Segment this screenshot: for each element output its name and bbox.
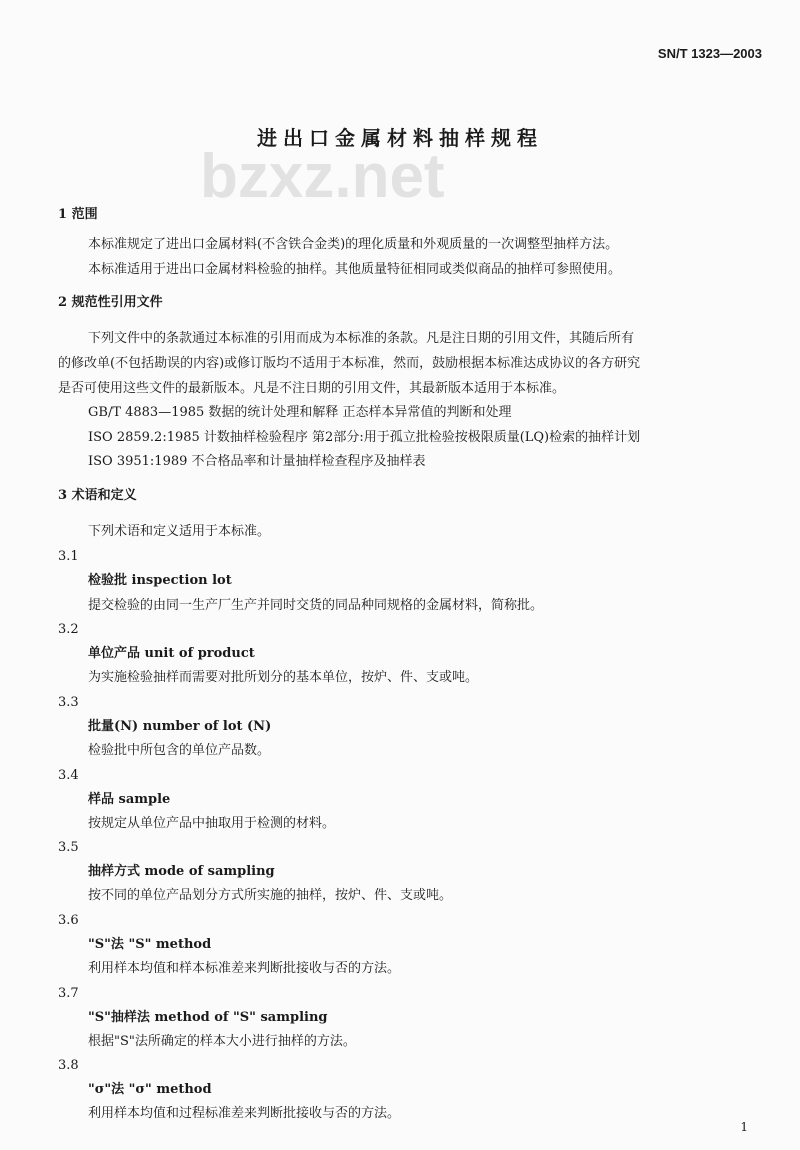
paragraph: 是否可使用这些文件的最新版本。凡是不注日期的引用文件，其最新版本适用于本标准。 [58,381,566,396]
standard-code: SN/T 1323—2003 [657,46,762,61]
term-number: 3.7 [58,986,79,1001]
term-definition: 按不同的单位产品划分方式所实施的抽样，按炉、件、支或吨。 [88,888,453,903]
section-heading: 1 范围 [58,207,98,222]
paragraph: 下列术语和定义适用于本标准。 [88,524,271,539]
page-number: 1 [740,1120,748,1134]
term: "σ"法 "σ" method [88,1082,212,1097]
term-number: 3.1 [58,549,79,564]
reference: GB/T 4883—1985 数据的统计处理和解释 正态样本异常值的判断和处理 [88,405,512,420]
paragraph: 本标准规定了进出口金属材料(不含铁合金类)的理化质量和外观质量的一次调整型抽样方法。 [88,237,619,252]
paragraph: 本标准适用于进出口金属材料检验的抽样。其他质量特征相同或类似商品的抽样可参照使用。 [88,262,622,277]
term: 检验批 inspection lot [88,573,232,588]
term: 抽样方式 mode of sampling [88,864,275,879]
term-number: 3.2 [58,622,79,637]
term-number: 3.8 [58,1058,79,1073]
term: 批量(N) number of lot (N) [88,719,272,734]
term: 样品 sample [88,792,171,807]
document-title: 进出口金属材料抽样规程 [257,126,543,150]
section-heading: 2 规范性引用文件 [58,295,163,310]
term-definition: 利用样本均值和样本标准差来判断批接收与否的方法。 [88,961,401,976]
term-number: 3.6 [58,913,79,928]
watermark: bzxz.net [200,142,445,211]
term-definition: 根据"S"法所确定的样本大小进行抽样的方法。 [88,1034,356,1049]
term-definition: 提交检验的由同一生产厂生产并同时交货的同品种同规格的金属材料，简称批。 [88,598,544,613]
term-number: 3.4 [58,768,79,783]
term-number: 3.5 [58,840,79,855]
reference: ISO 2859.2:1985 计数抽样检验程序 第2部分:用于孤立批检验按极限质量(LQ)检索的抽样计划 [88,430,641,445]
paragraph: 下列文件中的条款通过本标准的引用而成为本标准的条款。凡是注日期的引用文件，其随后所有 [88,331,635,346]
section-heading: 3 术语和定义 [58,488,137,503]
term-definition: 利用样本均值和过程标准差来判断批接收与否的方法。 [88,1106,401,1121]
term-number: 3.3 [58,695,79,710]
term: "S"法 "S" method [88,937,212,952]
term-definition: 按规定从单位产品中抽取用于检测的材料。 [88,816,336,831]
reference: ISO 3951:1989 不合格品率和计量抽样检查程序及抽样表 [88,454,426,469]
paragraph: 的修改单(不包括勘误的内容)或修订版均不适用于本标准，然而，鼓励根据本标准达成协议的各方研究 [58,356,641,371]
term: 单位产品 unit of product [88,646,255,661]
term-definition: 为实施检验抽样而需要对批所划分的基本单位，按炉、件、支或吨。 [88,670,479,685]
term: "S"抽样法 method of "S" sampling [88,1010,328,1025]
term-definition: 检验批中所包含的单位产品数。 [88,743,271,758]
